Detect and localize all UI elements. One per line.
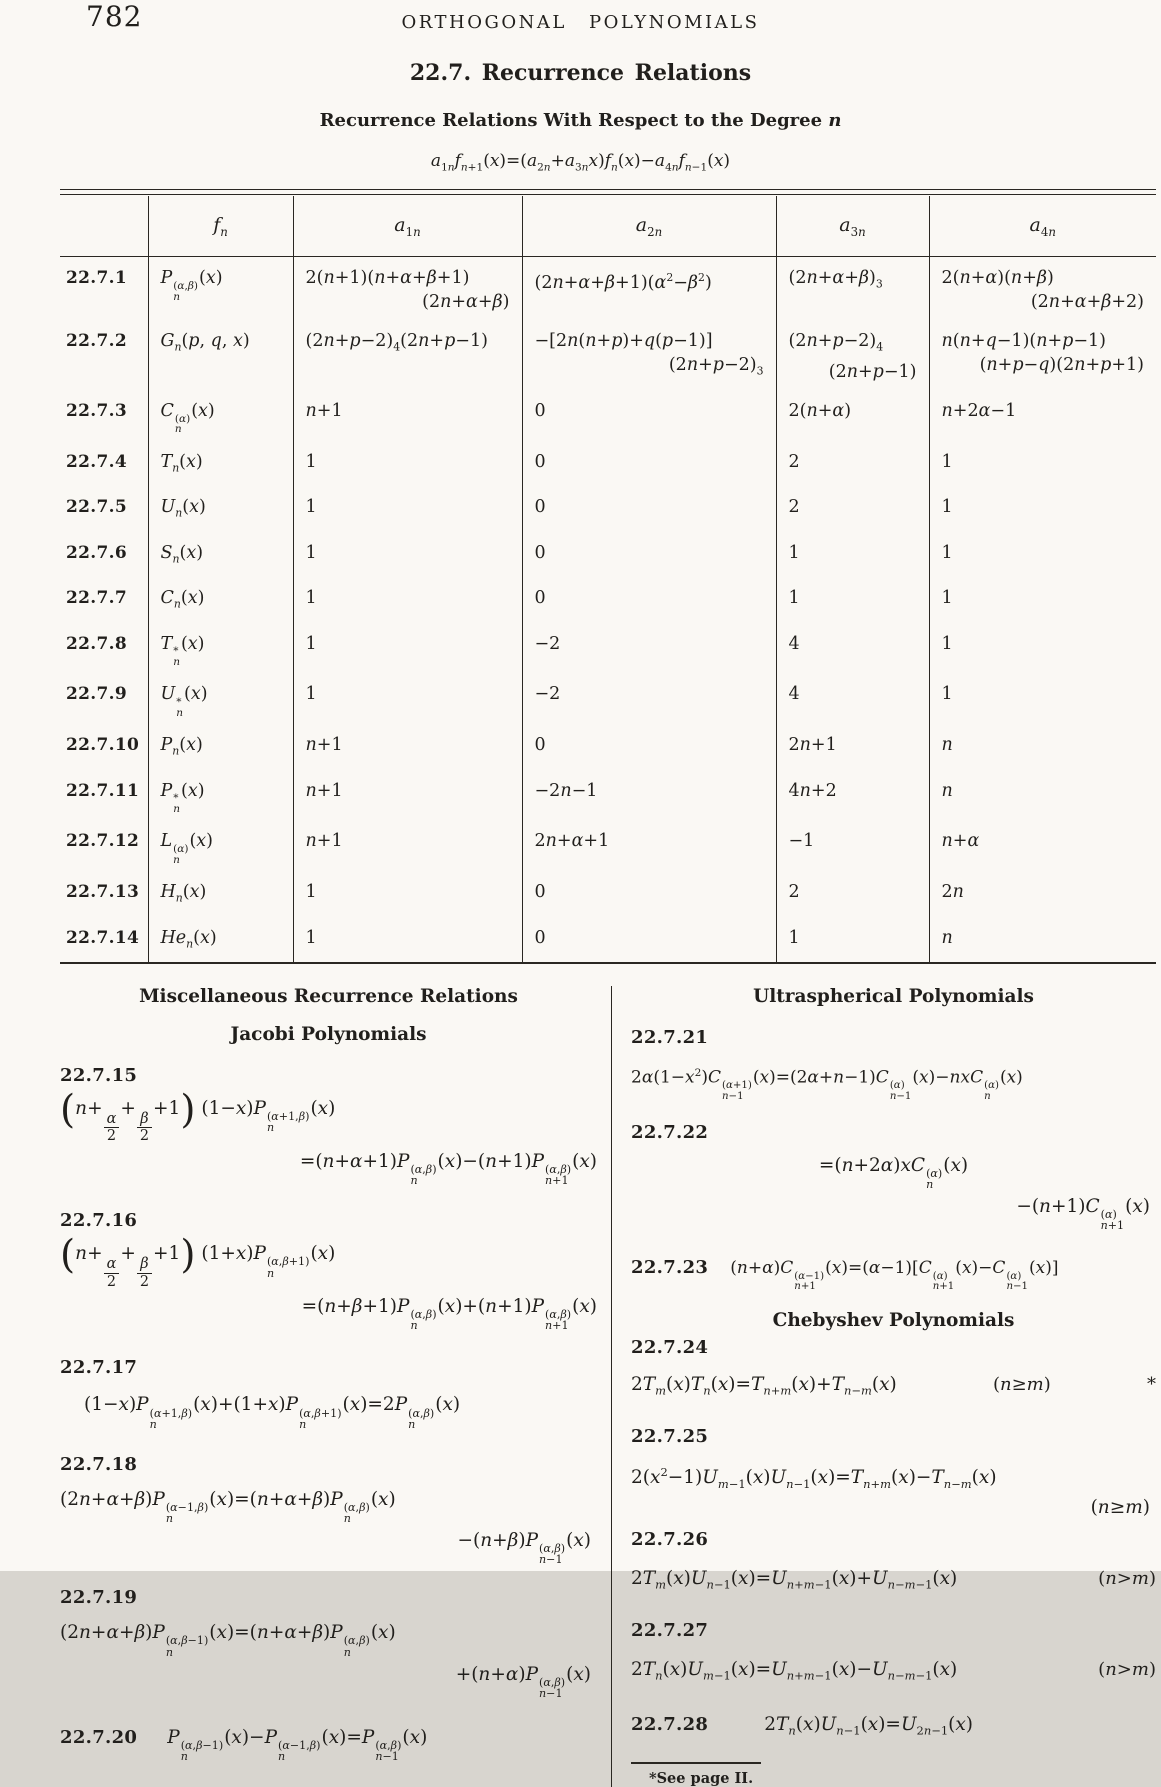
equation-22.7.20-body: P (α,β−1) n (x)−P (α−1,β) n (x)=P (α,β) n−1 (x) (167, 1726, 428, 1764)
equation-number: 22.7.5 (66, 497, 127, 518)
equation-number: 22.7.9 (66, 684, 127, 705)
a4n-cell: 2(n+α)(n+β) (2n+α+β+2) (929, 257, 1156, 321)
equation-22.7.19-line2: +(n+α)P (α,β) n−1 (x) (455, 1663, 591, 1700)
fn-cell: $H_n(x)$ (148, 871, 293, 917)
equation-number-22.7.24: 22.7.24 (631, 1337, 709, 1359)
equation-number: 22.7.6 (66, 542, 127, 563)
fn-cell: U * n (x) (148, 673, 293, 724)
a3n-cell: 1 (776, 577, 929, 623)
fn-cell: $U_n(x)$ (148, 486, 293, 532)
a2n-cell: 0 (522, 532, 776, 578)
col-header-fn: $f_n$ (148, 196, 293, 257)
running-head: ORTHOGONAL POLYNOMIALS (401, 12, 760, 33)
a3n-cell: −1 (776, 820, 929, 871)
equation-22.7.28 (631, 1710, 1156, 1746)
a4n-cell: 1 (929, 532, 1156, 578)
a4n-cell: 1 (929, 577, 1156, 623)
a1n-cell: 1 (293, 673, 522, 724)
equation-number-22.7.20: 22.7.20 (60, 1726, 138, 1748)
a1n-cell: 1 (293, 532, 522, 578)
equation-number-22.7.16: 22.7.16 (60, 1210, 138, 1232)
table-top-rule (60, 189, 1156, 195)
equation-number: 22.7.2 (66, 331, 127, 352)
a2n-cell: −2n−1 (522, 770, 776, 821)
equation-22.7.24-condition: (n≥m) (992, 1374, 1051, 1396)
a1n-cell: 1 (293, 577, 522, 623)
equation-number: 22.7.13 (66, 882, 140, 903)
a2n-cell: −2 (522, 673, 776, 724)
equation-22.7.16-line1: (n+ $\frac{\alpha}{2}$ + $\frac{\beta}{2}$ +1) (1+x)P (α,β+1) n (x) (60, 1232, 336, 1290)
fn-cell: T * n (x) (148, 623, 293, 674)
a1n-cell: n+1 (293, 390, 522, 441)
fn-cell: P (α,β) n (x) (148, 257, 293, 321)
page-number: 782 (86, 0, 143, 33)
a2n-cell: 0 (522, 871, 776, 917)
recurrence-table (60, 189, 1156, 964)
a3n-cell: 2(n+α) (776, 390, 929, 441)
fn-cell: $C_n(x)$ (148, 577, 293, 623)
equation-22.7.23 (631, 1253, 1156, 1292)
equation-22.7.21: $2\alpha(1-x^2)C$ (α+1) n−1 (x)=(2α+n−1)C (α) n−1 (x)−nxC (α) n (x) (631, 1067, 1023, 1102)
a1n-cell: 1 (293, 486, 522, 532)
a4n-cell: n (929, 770, 1156, 821)
a2n-cell: −[2n(n+p)+q(p−1)] $(2n+p-2)_3$ (522, 320, 776, 390)
fn-cell: $P_n(x)$ (148, 724, 293, 770)
a4n-cell: n+2α−1 (929, 390, 1156, 441)
equation-22.7.18-line2: −(n+β)P (α,β) n−1 (x) (457, 1530, 591, 1567)
equation-number: 22.7.11 (66, 780, 140, 801)
a4n-cell: 1 (929, 623, 1156, 674)
table-row (60, 486, 1156, 532)
equation-number-22.7.23: 22.7.23 (631, 1257, 709, 1279)
fn-cell: L (α) n (x) (148, 820, 293, 871)
equation-number: 22.7.3 (66, 400, 127, 421)
equation-number-22.7.21: 22.7.21 (631, 1027, 709, 1049)
equation-number: 22.7.1 (66, 268, 127, 289)
equation-number-22.7.26: 22.7.26 (631, 1529, 709, 1550)
a2n-cell: 2n+α+1 (522, 820, 776, 871)
equation-number-22.7.15: 22.7.15 (60, 1065, 138, 1087)
equation-22.7.24-body: $2T_m(x)T_n(x)=T_{n+m}(x)+T_{n-m}(x)$ (631, 1374, 897, 1399)
a3n-cell: 4n+2 (776, 770, 929, 821)
fn-cell: $He_n(x)$ (148, 917, 293, 964)
a3n-cell: 2 (776, 871, 929, 917)
table-row (60, 724, 1156, 770)
a4n-cell: n (929, 724, 1156, 770)
col-header-a4n: $a_{4n}$ (929, 196, 1156, 257)
a1n-cell: n+1 (293, 820, 522, 871)
a4n-cell: 1 (929, 486, 1156, 532)
a1n-cell: 1 (293, 441, 522, 487)
a3n-cell: 2 (776, 486, 929, 532)
table-row (60, 390, 1156, 441)
table-header-row (60, 196, 1156, 257)
a1n-cell: 1 (293, 917, 522, 964)
equation-number: 22.7.4 (66, 451, 127, 472)
recurrence-coefficients-table (60, 196, 1156, 964)
a4n-cell: 2n (929, 871, 1156, 917)
equation-number: 22.7.8 (66, 633, 127, 654)
a1n-cell: $(2n+p-2)_4(2n+p-1)$ (293, 320, 522, 390)
a3n-cell: 4 (776, 673, 929, 724)
equation-number: 22.7.7 (66, 588, 127, 609)
page-header (0, 0, 1161, 42)
a2n-cell: 0 (522, 486, 776, 532)
ultraspherical-heading: Ultraspherical Polynomials (753, 986, 1034, 1008)
a4n-cell: n+α (929, 820, 1156, 871)
a4n-cell: n(n+q−1)(n+p−1) (n+p−q)(2n+p+1) (929, 320, 1156, 390)
table-row (60, 577, 1156, 623)
equation-22.7.27-condition: (n>m) (1098, 1658, 1156, 1680)
fn-cell: $T_n(x)$ (148, 441, 293, 487)
footnote-rule (631, 1762, 761, 1764)
equation-22.7.19-line1: (2n+α+β)P (α,β−1) n (x)=(n+α+β)P (α,β) n (x) (60, 1622, 396, 1659)
a1n-cell: n+1 (293, 770, 522, 821)
left-column (60, 986, 612, 1787)
section-title: 22.7. Recurrence Relations (409, 60, 752, 86)
a2n-cell: 0 (522, 577, 776, 623)
table-row (60, 532, 1156, 578)
section-subtitle: Recurrence Relations With Respect to the Degree n (319, 110, 842, 131)
a2n-cell: 0 (522, 441, 776, 487)
equation-22.7.28-body: $2T_n(x)U_{n-1}(x)=U_{2n-1}(x)$ (764, 1714, 974, 1739)
equation-number-22.7.19: 22.7.19 (60, 1587, 138, 1609)
equation-22.7.24 (631, 1370, 1156, 1406)
a2n-cell: 0 (522, 724, 776, 770)
equation-number: 22.7.14 (66, 927, 140, 948)
fn-cell: P * n (x) (148, 770, 293, 821)
a1n-cell: n+1 (293, 724, 522, 770)
equation-number: 22.7.12 (66, 831, 140, 852)
table-row (60, 623, 1156, 674)
table-row (60, 820, 1156, 871)
jacobi-subheading: Jacobi Polynomials (230, 1024, 427, 1046)
equation-22.7.27-body: $2T_n(x)U_{m-1}(x)=U_{n+m-1}(x)-U_{n-m-1}(x)$ (631, 1658, 958, 1683)
a2n-cell: −2 (522, 623, 776, 674)
table-row (60, 770, 1156, 821)
a2n-cell: 0 (522, 390, 776, 441)
a3n-cell: 1 (776, 532, 929, 578)
equation-22.7.26-body: $2T_m(x)U_{n-1}(x)=U_{n+m-1}(x)+U_{n-m-1}(x)$ (631, 1568, 958, 1592)
col-header-a2n: $a_{2n}$ (522, 196, 776, 257)
left-column-heading: Miscellaneous Recurrence Relations (139, 986, 518, 1008)
a1n-cell: 2(n+1)(n+α+β+1) (2n+α+β) (293, 257, 522, 321)
col-header-empty (60, 196, 148, 257)
a3n-cell: 2 (776, 441, 929, 487)
equation-22.7.26-condition: (n>m) (1098, 1568, 1156, 1589)
equation-22.7.22-line2: −(n+1)C (α) n+1 (x) (1016, 1196, 1150, 1233)
fn-cell: $S_n(x)$ (148, 532, 293, 578)
table-row (60, 673, 1156, 724)
table-row (60, 257, 1156, 321)
equation-number-22.7.17: 22.7.17 (60, 1357, 138, 1379)
table-row (60, 871, 1156, 917)
equation-number-22.7.22: 22.7.22 (631, 1121, 709, 1143)
col-header-a3n: $a_{3n}$ (776, 196, 929, 257)
footnote: *See page II. (649, 1770, 754, 1787)
equation-number-22.7.27: 22.7.27 (631, 1619, 709, 1641)
fn-cell: $G_n(p$, q, x) (148, 320, 293, 390)
a4n-cell: 1 (929, 441, 1156, 487)
equation-22.7.15-line2: =(n+α+1)P (α,β) n (x)−(n+1)P (α,β) n+1 (x) (299, 1151, 597, 1188)
miscellaneous-section (60, 986, 1156, 1787)
equation-22.7.27 (631, 1655, 1156, 1691)
equation-22.7.15-line1: (n+ $\frac{\alpha}{2}$ + $\frac{\beta}{2}$ +1) (1−x)P (α+1,β) n (x) (60, 1087, 336, 1145)
equation-22.7.25-body: $2(x^2-1)U_{m-1}(x)U_{n-1}(x)=T_{n+m}(x)-T_{n-m}(x)$ (631, 1465, 997, 1491)
table-row (60, 441, 1156, 487)
a3n-cell: $(2n+p-2)_4$ (2n+p−1) (776, 320, 929, 390)
equation-22.7.23-body: (n+α)C (α−1) n+1 (x)=(α−1)[C (α) n+1 (x)−C (α) n−1 (x)] (730, 1258, 1059, 1293)
a3n-cell: 2n+1 (776, 724, 929, 770)
equation-22.7.20 (60, 1723, 597, 1762)
equation-number-22.7.28: 22.7.28 (631, 1714, 709, 1736)
a2n-cell: 0 (522, 917, 776, 964)
a1n-cell: 1 (293, 623, 522, 674)
col-header-a1n: $a_{1n}$ (293, 196, 522, 257)
right-column (612, 986, 1156, 1787)
equation-22.7.16-line2: =(n+β+1)P (α,β) n (x)+(n+1)P (α,β) n+1 (x) (301, 1296, 597, 1333)
master-recurrence-formula: $a_{1n}f_{n+1}(x)=(a_{2n}+a_{3n}x)f_n(x)-a_{4n}f_{n-1}(x)$ (430, 151, 731, 174)
a2n-cell: $(2n+\alpha+\beta+1)(\alpha^2-\beta^2)$ (522, 257, 776, 321)
equation-22.7.17: (1−x)P (α+1,β) n (x)+(1+x)P (α,β+1) n (x)=2P (α,β) n (x) (84, 1394, 461, 1431)
a4n-cell: 1 (929, 673, 1156, 724)
fn-cell: C (α) n (x) (148, 390, 293, 441)
equation-22.7.26 (631, 1564, 1156, 1600)
chebyshev-heading: Chebyshev Polynomials (772, 1310, 1015, 1332)
footnote-marker: * (1146, 1374, 1156, 1396)
a1n-cell: 1 (293, 871, 522, 917)
equation-number: 22.7.10 (66, 735, 140, 756)
a3n-cell: $(2n+\alpha+\beta)_3$ (776, 257, 929, 321)
equation-22.7.25-condition: (n≥m) (1090, 1497, 1150, 1518)
equation-number-22.7.18: 22.7.18 (60, 1453, 138, 1475)
table-row (60, 320, 1156, 390)
equation-22.7.18-line1: (2n+α+β)P (α−1,β) n (x)=(n+α+β)P (α,β) n (x) (60, 1488, 396, 1525)
equation-22.7.22-line1: =(n+2α)xC (α) n (x) (818, 1154, 969, 1192)
table-row (60, 917, 1156, 964)
equation-number-22.7.25: 22.7.25 (631, 1426, 709, 1448)
a3n-cell: 1 (776, 917, 929, 964)
a3n-cell: 4 (776, 623, 929, 674)
a4n-cell: n (929, 917, 1156, 964)
